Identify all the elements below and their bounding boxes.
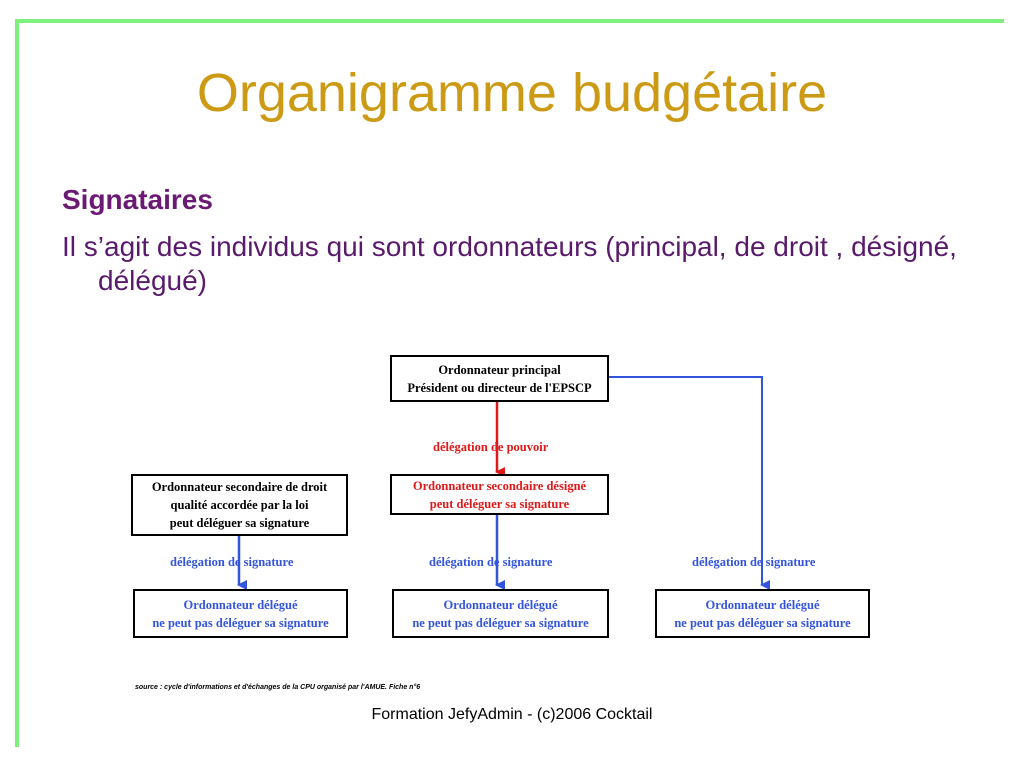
label-delegation-pouvoir: délégation de pouvoir — [433, 440, 549, 454]
node-secondaire-droit-line2: qualité accordée par la loi — [170, 498, 309, 512]
slide-subheading: Signataires — [62, 184, 213, 215]
source-note: source : cycle d'informations et d'échanges de la CPU organisé par l'AMUE. Fiche n°6 — [135, 684, 421, 691]
node-ordonnateur-delegue-left — [133, 589, 348, 638]
node-ordonnateur-delegue-middle — [392, 589, 609, 638]
node-ordonnateur-delegue-right — [655, 589, 870, 638]
node-delegue-left-line1: Ordonnateur délégué — [183, 597, 298, 612]
node-secondaire-droit-line1: Ordonnateur secondaire de droit — [151, 480, 328, 494]
slide-footer: Formation JefyAdmin - (c)2006 Cocktail — [371, 706, 653, 723]
node-secondaire-designe-line1: Ordonnateur secondaire désigné — [412, 478, 587, 493]
node-delegue-middle-line1: Ordonnateur délégué — [443, 597, 558, 612]
label-delegation-signature-left: délégation de signature — [170, 555, 294, 569]
node-delegue-middle-line2: ne peut pas déléguer sa signature — [412, 615, 589, 630]
node-principal-line1: Ordonnateur principal — [438, 362, 561, 377]
arrow-delegation-signature-right — [608, 377, 762, 585]
node-secondaire-droit-line3: peut déléguer sa signature — [169, 516, 310, 530]
slide-title: Organigramme budgétaire — [196, 63, 828, 123]
node-principal-line2: Président ou directeur de l'EPSCP — [407, 380, 592, 395]
node-ordonnateur-secondaire-designe — [390, 474, 609, 515]
node-delegue-right-line1: Ordonnateur délégué — [705, 597, 820, 612]
node-delegue-right-line2: ne peut pas déléguer sa signature — [674, 615, 851, 630]
node-secondaire-designe-line2: peut déléguer sa signature — [429, 496, 570, 511]
label-delegation-signature-right: délégation de signature — [692, 555, 816, 569]
slide-body-text: Il s’agit des individus qui sont ordonnateurs (principal, de droit , désigné, délégué) — [62, 231, 957, 296]
label-delegation-signature-middle: délégation de signature — [429, 555, 553, 569]
node-ordonnateur-secondaire-droit — [131, 474, 348, 536]
node-delegue-left-line2: ne peut pas déléguer sa signature — [152, 615, 329, 630]
node-ordonnateur-principal — [390, 355, 609, 402]
